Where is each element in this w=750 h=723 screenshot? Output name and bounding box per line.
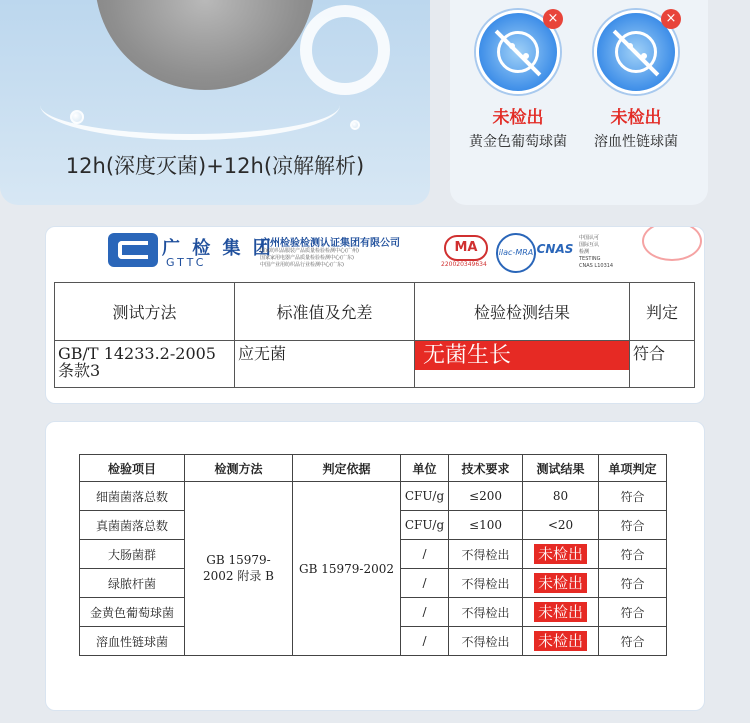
- org-line: 中国产业用纺织品行业检测中心(广东): [260, 262, 344, 268]
- column-header: 检测方法: [185, 455, 293, 482]
- table-header-row: [55, 283, 695, 341]
- table-row: [55, 341, 695, 388]
- water-drop-decoration: [350, 120, 360, 130]
- close-icon: ×: [543, 9, 563, 29]
- judgement-cell: 符合: [599, 627, 667, 656]
- column-header: 单位: [401, 455, 449, 482]
- unit-cell: /: [401, 540, 449, 569]
- bacteria-crossed-icon: [476, 10, 560, 94]
- unit-cell: /: [401, 598, 449, 627]
- ilac-logo: ilac-MRA: [496, 233, 536, 273]
- unit-cell: CFU/g: [401, 482, 449, 511]
- germ-item: [578, 10, 694, 151]
- requirement-cell: ≤100: [449, 511, 523, 540]
- unit-cell: CFU/g: [401, 511, 449, 540]
- water-drop-decoration: [70, 110, 84, 124]
- result-cell: [415, 341, 630, 388]
- result-cell: <20: [523, 511, 599, 540]
- result-cell: 80: [523, 482, 599, 511]
- unit-cell: /: [401, 627, 449, 656]
- certificate-header: [46, 227, 705, 279]
- cnas-line: 检测: [579, 249, 590, 255]
- column-header: 标准值及允差: [235, 283, 415, 341]
- method-cell: GB 15979-2002 附录 B: [185, 482, 293, 656]
- gttc-logo-icon: [108, 233, 158, 267]
- org-line: 国家纺织品服装产品质量检验检测中心(广州): [260, 248, 359, 254]
- item-cell: 溶血性链球菌: [80, 627, 185, 656]
- item-cell: 大肠菌群: [80, 540, 185, 569]
- result-highlight: 未检出: [534, 602, 587, 622]
- judgement-cell: 符合: [599, 511, 667, 540]
- result-highlight: 未检出: [534, 573, 587, 593]
- result-cell: [523, 540, 599, 569]
- logo-text-en: GTTC: [166, 256, 207, 269]
- report-card: [45, 421, 705, 711]
- result-highlight: 未检出: [534, 544, 587, 564]
- seal-stamp: [642, 226, 702, 261]
- water-ring-decoration: [300, 5, 390, 95]
- cnas-line: 中国认可: [579, 235, 600, 241]
- judgement-cell: 符合: [599, 598, 667, 627]
- judgement-cell: 符合: [630, 341, 695, 388]
- judgement-cell: 符合: [599, 569, 667, 598]
- logo-text-cn: 广 检 集 团: [162, 238, 274, 259]
- requirement-cell: ≤200: [449, 482, 523, 511]
- unit-cell: /: [401, 569, 449, 598]
- column-header: 检验检测结果: [415, 283, 630, 341]
- column-header: 检验项目: [80, 455, 185, 482]
- certificate-table: [54, 282, 695, 388]
- item-cell: 金黄色葡萄球菌: [80, 598, 185, 627]
- column-header: 技术要求: [449, 455, 523, 482]
- org-line: 国家家用电器产品质量检验检测中心(广东): [260, 255, 354, 261]
- certificate-card: [45, 226, 705, 404]
- column-header: 测试方法: [55, 283, 235, 341]
- germ-item: [460, 10, 576, 151]
- column-header: 判定依据: [293, 455, 401, 482]
- result-highlight: 无菌生长: [415, 341, 629, 370]
- germ-name: 溶血性链球菌: [594, 134, 678, 150]
- hero-caption: 12h(深度灭菌)+12h(凉解解析): [65, 154, 365, 178]
- cma-logo: MA: [444, 235, 488, 261]
- item-cell: 真菌菌落总数: [80, 511, 185, 540]
- close-icon: ×: [661, 9, 681, 29]
- cma-number: 220020349634: [441, 261, 487, 268]
- requirement-cell: 不得检出: [449, 627, 523, 656]
- standard-cell: 应无菌: [235, 341, 415, 388]
- germ-name: 黄金色葡萄球菌: [469, 134, 567, 150]
- cnas-line: 国际互认: [579, 242, 600, 248]
- method-cell: GB/T 14233.2-2005 条款3: [55, 341, 235, 388]
- requirement-cell: 不得检出: [449, 598, 523, 627]
- table-header-row: [80, 455, 667, 482]
- germ-status: 未检出: [610, 108, 662, 128]
- column-header: 测试结果: [523, 455, 599, 482]
- table-row: [80, 482, 667, 511]
- column-header: 单项判定: [599, 455, 667, 482]
- item-cell: 绿脓杆菌: [80, 569, 185, 598]
- cnas-line: CNAS L10314: [579, 263, 614, 269]
- result-cell: [523, 598, 599, 627]
- judgement-cell: 符合: [599, 540, 667, 569]
- germ-panel: [450, 0, 708, 205]
- cnas-text: [579, 235, 613, 270]
- requirement-cell: 不得检出: [449, 569, 523, 598]
- basis-cell: GB 15979-2002: [293, 482, 401, 656]
- result-cell: [523, 627, 599, 656]
- org-name: 广州检验检测认证集团有限公司: [260, 238, 400, 249]
- column-header: 判定: [630, 283, 695, 341]
- bacteria-crossed-icon: [594, 10, 678, 94]
- germ-status: 未检出: [492, 108, 544, 128]
- judgement-cell: 符合: [599, 482, 667, 511]
- item-cell: 细菌菌落总数: [80, 482, 185, 511]
- result-cell: [523, 569, 599, 598]
- hero-panel: [0, 0, 430, 205]
- cnas-logo: CNAS: [536, 242, 574, 256]
- cnas-line: TESTING: [579, 256, 601, 262]
- water-wave-decoration: [40, 70, 340, 140]
- requirement-cell: 不得检出: [449, 540, 523, 569]
- report-table: [79, 454, 667, 656]
- result-highlight: 未检出: [534, 631, 587, 651]
